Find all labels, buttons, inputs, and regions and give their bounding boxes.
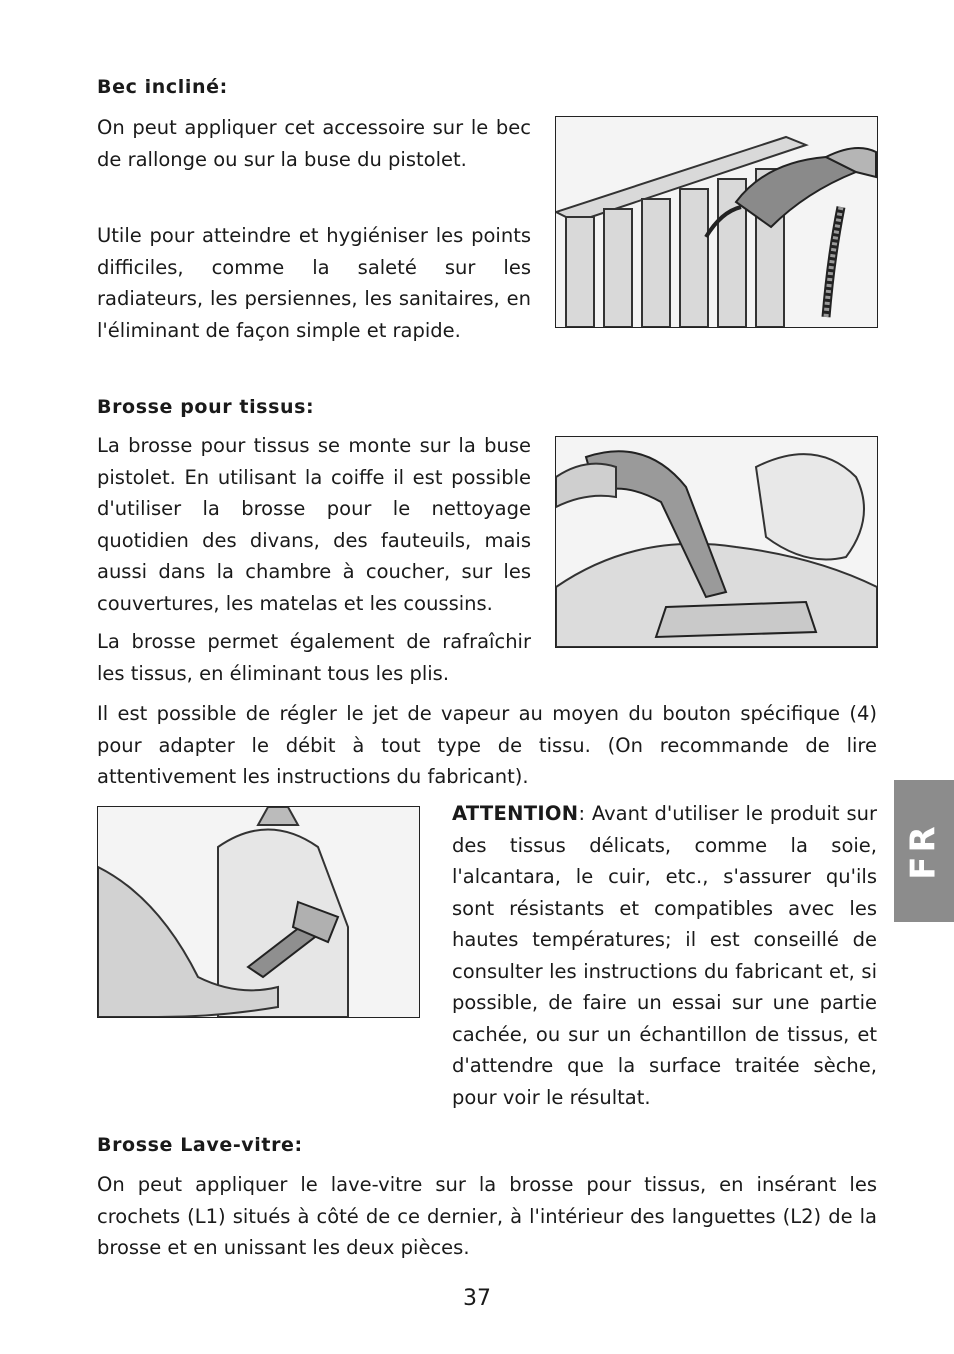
lave-vitre-paragraph-1: On peut appliquer le lave-vitre sur la brosse pour tissus, en insérant les crochets (L1) situés à côté de ce dernier, à l'intérieur des languettes (L2) de la brosse et en unissant les deux pièces. [97, 1173, 877, 1259]
language-tab-label: FR [904, 822, 944, 880]
brosse-tissus-paragraph-1: La brosse pour tissus se monte sur la buse pistolet. En utilisant la coiffe il est possible d'utiliser la brosse pour le nettoyage quotidien des divans, des fauteuils, mais aussi dans la chambre à coucher, sur les couvertures, les matelas et les coussins. [97, 434, 531, 615]
radiator-cleaning-illustration [555, 116, 878, 328]
language-tab [894, 780, 954, 922]
section-title-brosse-tissus: Brosse pour tissus: [97, 396, 315, 418]
sofa-cleaning-illustration [555, 436, 878, 648]
brosse-tissus-paragraph-3: Il est possible de régler le jet de vapeur au moyen du bouton spécifique (4) pour adapter le débit à tout type de tissu. (On recommande de lire attentivement les instructions du fabricant). [97, 702, 877, 788]
page-number: 37 [463, 1286, 491, 1311]
brosse-tissus-paragraph-2: La brosse permet également de rafraîchir les tissus, en éliminant tous les plis. [97, 630, 531, 685]
attention-label: ATTENTION [452, 802, 579, 825]
garment-steaming-illustration [97, 806, 420, 1018]
bec-paragraph-1: On peut appliquer cet accessoire sur le bec de rallonge ou sur la buse du pistolet. [97, 116, 531, 171]
bec-paragraph-2: Utile pour atteindre et hygiéniser les points difficiles, comme la saleté sur les radiateurs, les persiennes, les sanitaires, en l'éliminant de façon simple et rapide. [97, 224, 531, 342]
section-title-bec-incline: Bec incliné: [97, 76, 228, 98]
attention-paragraph [452, 798, 877, 1113]
attention-text: : Avant d'utiliser le produit sur des tissus délicats, comme la soie, l'alcantara, le cuir, etc., s'assurer qu'ils sont résistants et compatibles avec les hautes températures; il est conseillé de consulter les instructions du fabricant et, si possible, de faire un essai sur une partie cachée, ou sur un échantillon de tissus, et d'attendre que la surface traitée sèche, pour voir le résultat. [452, 802, 877, 1109]
section-title-lave-vitre: Brosse Lave-vitre: [97, 1134, 303, 1156]
